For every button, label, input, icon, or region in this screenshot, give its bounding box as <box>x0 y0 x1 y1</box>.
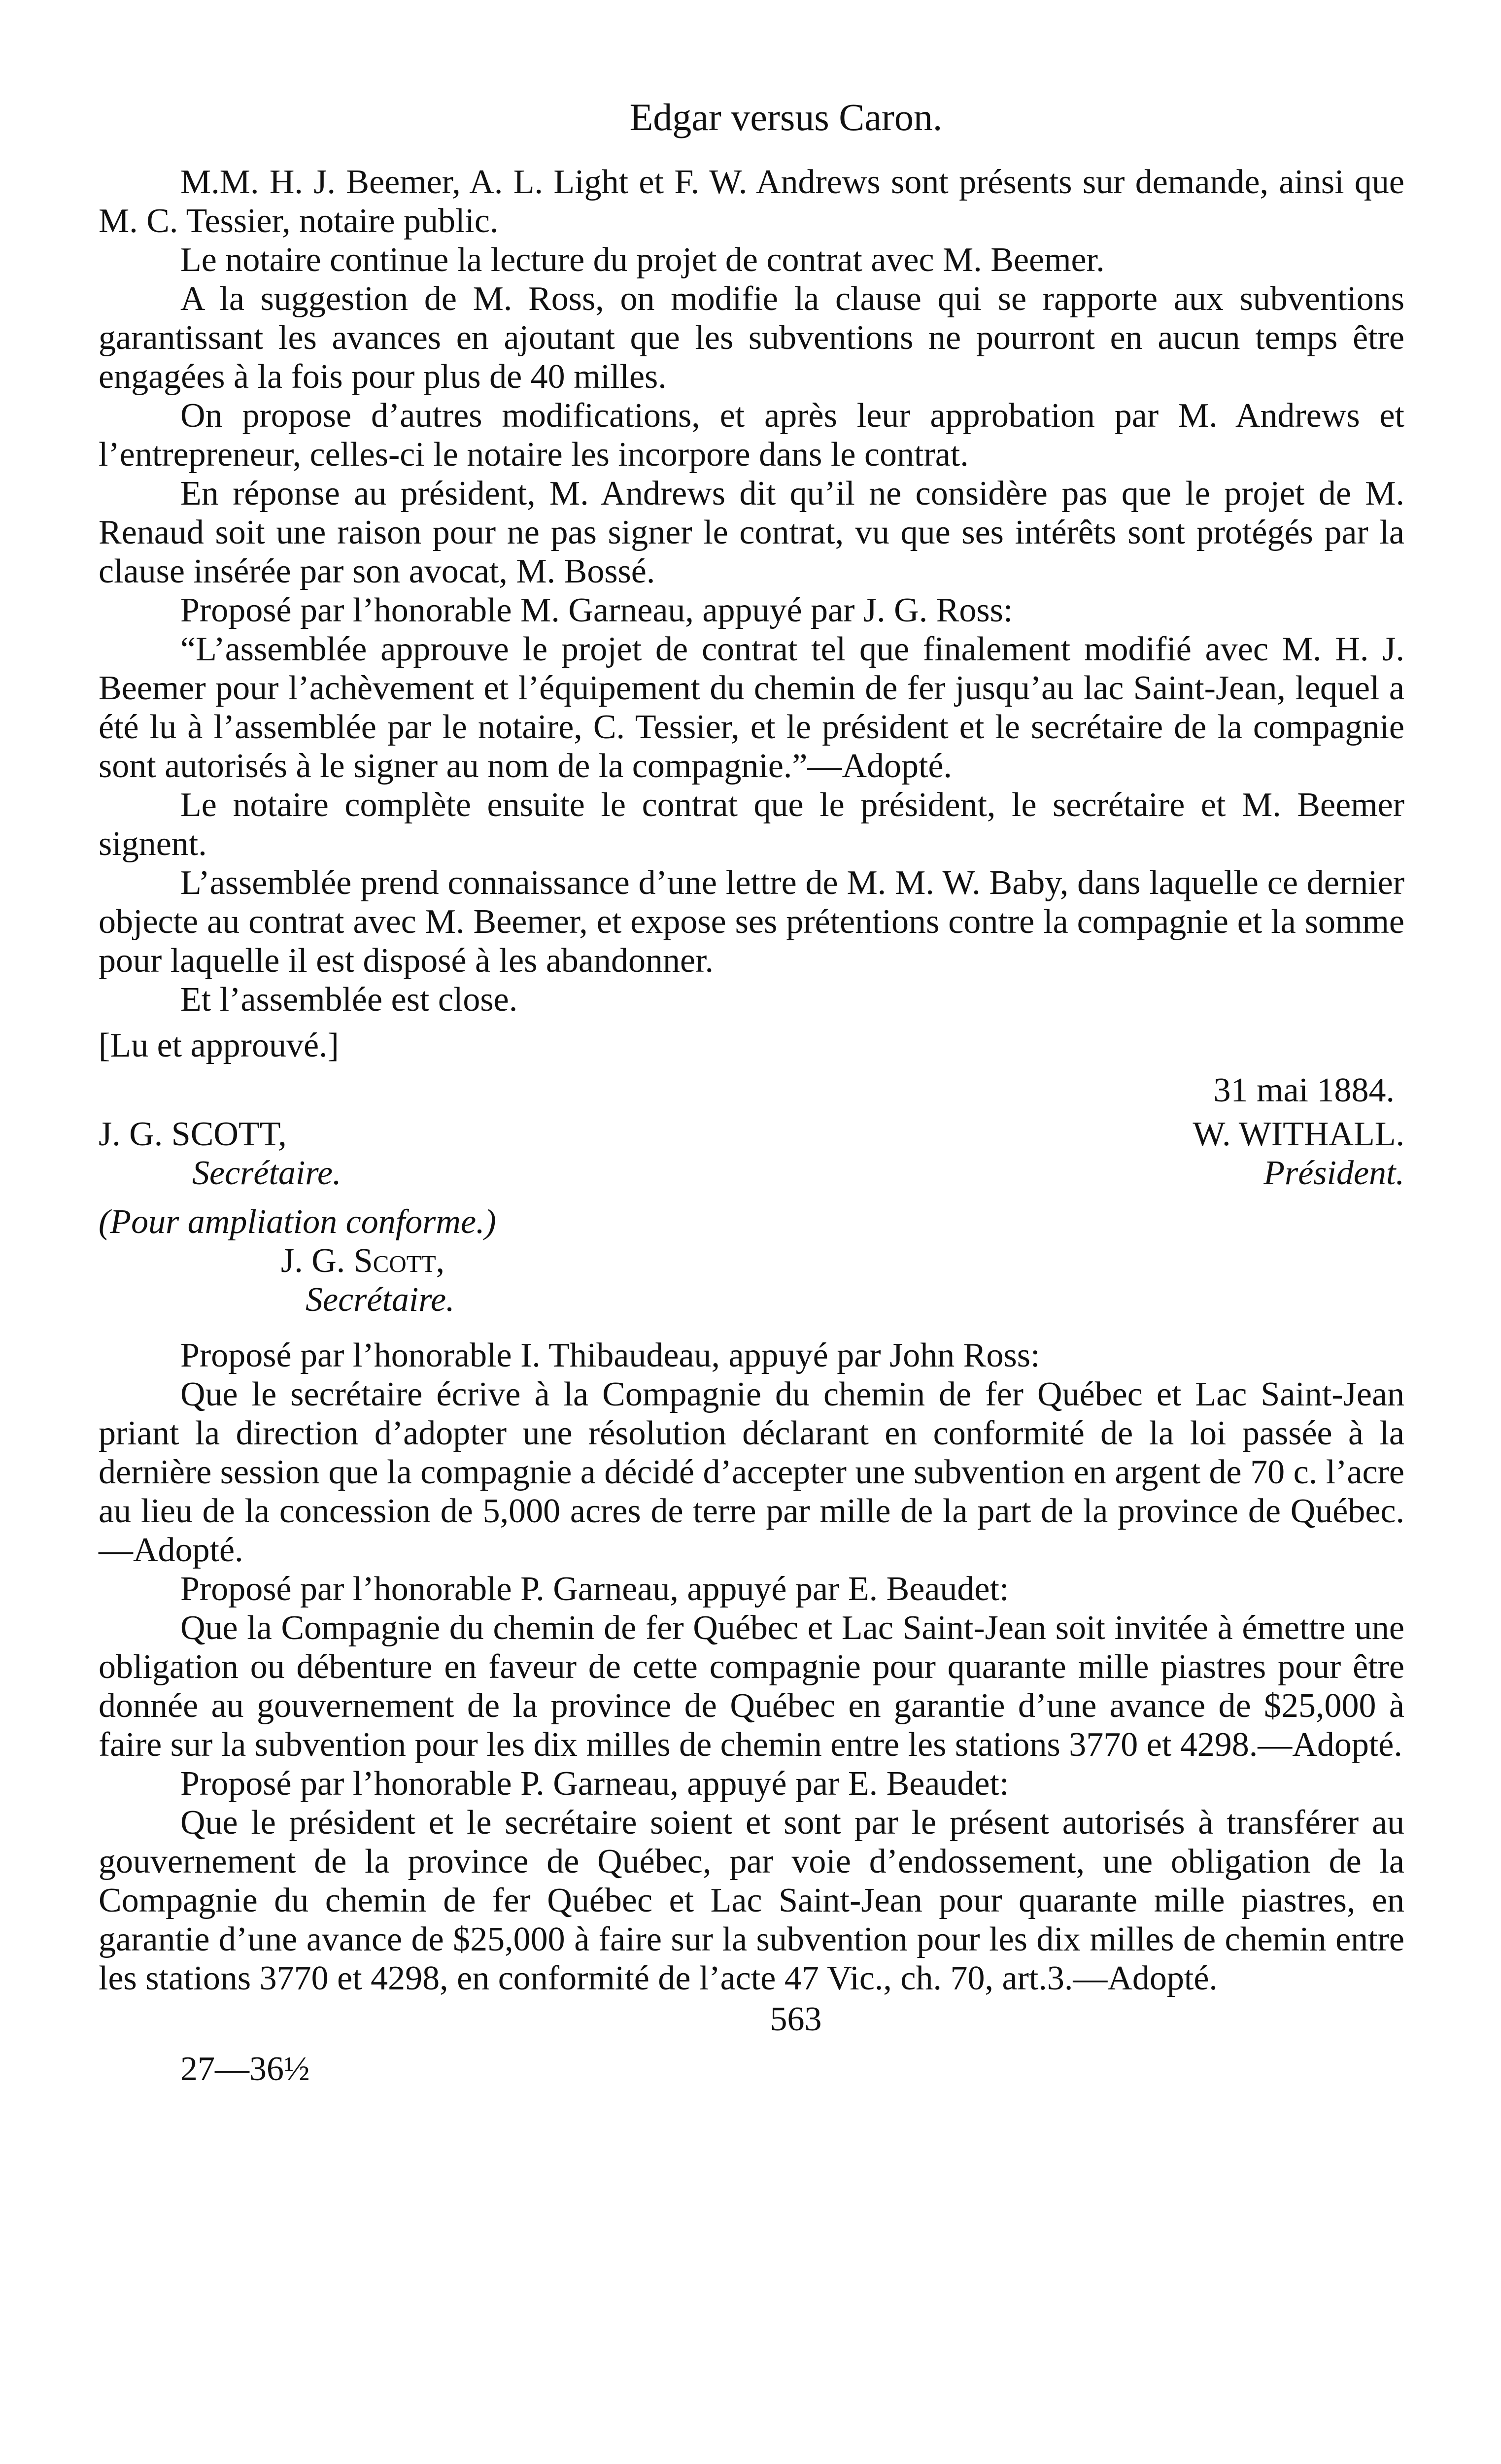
paragraph-baby-letter: L’assemblée prend connaissance d’une lettre de M. M. W. Baby, dans laquelle ce dernier objecte au contrat avec M. Beemer, et expose ses prétentions contre la compagnie et la somme pour laquelle il est disposé à les abandonner. <box>99 864 1404 980</box>
paragraph-resolution-quote: “L’assemblée approuve le projet de contrat tel que finalement modifié avec M. H. J. Beemer pour l’achèvement et l’équipement du chemin de fer jusqu’au lac Saint-Jean, lequel a été lu à l’assemblée par le notaire, C. Tessier, et le président et le secrétaire de la compagnie sont autorisés à le signer au nom de la compagnie.”—Adopté. <box>99 630 1404 785</box>
resolution-body-subvention: Que le secrétaire écrive à la Compagnie du chemin de fer Québec et Lac Saint-Jean priant la direction d’adopter une résolution déclarant en conformité de la loi passée à la dernière session que la compagnie a décidé d’accepter une subvention en argent de 70 c. l’acre au lieu de la concession de 5,000 acres de terre par mille de la part de la province de Québec.—Adopté. <box>99 1375 1404 1569</box>
paragraph-reading: Le notaire continue la lecture du projet de contrat avec M. Beemer. <box>180 241 1105 279</box>
president-name: W. WITHALL. <box>1193 1115 1404 1153</box>
resolution-body-obligation: Que la Compagnie du chemin de fer Québec et Lac Saint-Jean soit invitée à émettre une obligation ou débenture en faveur de cette compagnie pour quarante mille piastres pour être donnée au gouvernement de la province de Québec en garantie d’une avance de $25,000 à faire sur la subvention pour les dix milles de chemin entre les stations 3770 et 4298.—Adopté. <box>99 1609 1404 1764</box>
president-title: Président. <box>1263 1154 1404 1192</box>
paragraph-other-amendments: On propose d’autres modifications, et après leur approbation par M. Andrews et l’entrepreneur, celles-ci le notaire les incorpore dans le contrat. <box>99 397 1404 474</box>
signature-row <box>99 1115 1404 1193</box>
secretary-name: J. G. SCOTT, <box>99 1115 287 1153</box>
paragraph-ross-amendment: A la suggestion de M. Ross, on modifie la clause qui se rapporte aux subventions garantissant les avances en ajoutant que les subventions ne pourront en aucun temps être engagées à la fois pour plus de 40 milles. <box>99 280 1404 396</box>
secretary-signature <box>99 1115 690 1193</box>
ampliation-label: (Pour ampliation conforme.) <box>99 1203 496 1241</box>
paragraph-andrews-reply: En réponse au président, M. Andrews dit qu’il ne considère pas que le projet de M. Renaud soit une raison pour ne pas signer le contrat, vu que ses intérêts sont protégés par la clause insérée par son avocat, M. Bossé. <box>99 475 1404 590</box>
printer-signature-mark: 27—36½ <box>180 2050 310 2088</box>
ampliation-block <box>99 1202 1404 1319</box>
secretary-title: Secrétaire. <box>192 1154 341 1192</box>
resolution-intro-thibaudeau: Proposé par l’honorable I. Thibaudeau, appuyé par John Ross: <box>180 1336 1040 1374</box>
approval-note: [Lu et approuvé.] <box>99 1027 339 1064</box>
paragraph-garneau-motion: Proposé par l’honorable M. Garneau, appuyé par J. G. Ross: <box>180 591 1013 629</box>
resolution-intro-garneau-2: Proposé par l’honorable P. Garneau, appuyé par E. Beaudet: <box>180 1765 1009 1803</box>
paragraph-attendance: M.M. H. J. Beemer, A. L. Light et F. W. Andrews sont présents sur demande, ainsi que M. C. Tessier, notaire public. <box>99 163 1404 240</box>
page-number: 563 <box>770 2000 822 2038</box>
president-signature <box>961 1115 1404 1193</box>
section-gap <box>99 1319 1404 1336</box>
paragraph-contract-signed: Le notaire complète ensuite le contrat que le président, le secrétaire et M. Beemer signent. <box>99 786 1404 863</box>
meeting-date: 31 mai 1884. <box>1213 1071 1395 1109</box>
ampliation-role: Secrétaire. <box>306 1281 455 1319</box>
resolution-intro-garneau-1: Proposé par l’honorable P. Garneau, appuyé par E. Beaudet: <box>180 1570 1009 1608</box>
ampliation-name: J. G. Scott, <box>281 1242 445 1280</box>
paragraph-meeting-closed: Et l’assemblée est close. <box>180 981 518 1019</box>
resolution-body-transfer: Que le président et le secrétaire soient et sont par le présent autorisés à transférer au gouvernement de la province de Québec, par voie d’endossement, une obligation de la Compagnie du chemin de fer Québec et Lac Saint-Jean pour quarante mille piastres, en garantie d’une avance de $25,000 à faire sur la subvention pour les dix milles de chemin entre les stations 3770 et 4298, en conformité de l’acte 47 Vic., ch. 70, art.3.—Adopté. <box>99 1804 1404 1997</box>
page-title: Edgar versus Caron. <box>629 96 943 138</box>
document-page <box>99 94 1404 2088</box>
